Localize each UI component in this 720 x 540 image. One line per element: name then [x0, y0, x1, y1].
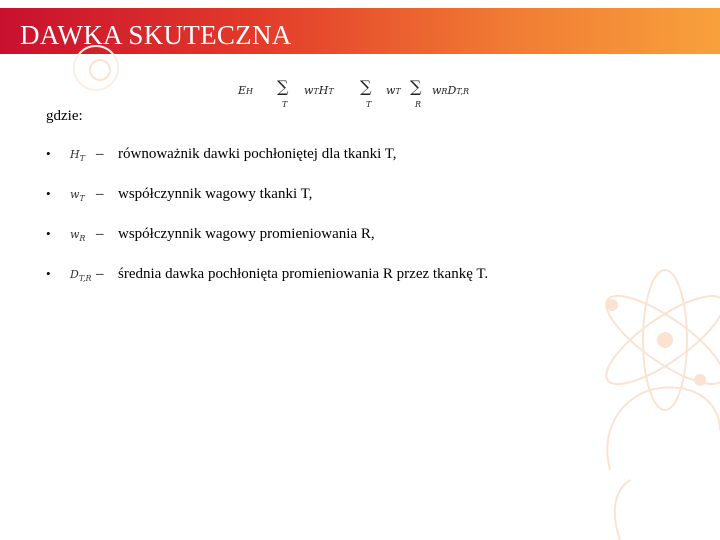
title-bar	[0, 8, 720, 54]
dash: –	[96, 226, 104, 242]
item-description: współczynnik wagowy promieniowania R,	[118, 226, 375, 242]
intro-text: gdzie:	[46, 108, 83, 124]
formula-term-3: wRDT,R	[432, 84, 470, 97]
dash: –	[96, 266, 104, 282]
sum-symbol-1: ∑	[277, 77, 289, 96]
variable-symbol: $D_{T,R}$	[70, 268, 92, 284]
item-description: równoważnik dawki pochłoniętej dla tkanki T,	[118, 146, 397, 162]
bullet: •	[46, 186, 51, 201]
dash: –	[96, 186, 104, 202]
effective-dose-formula	[230, 76, 500, 116]
variable-symbol: $w_R$	[70, 228, 86, 244]
item-description: średnia dawka pochłonięta promieniowania R przez tkankę T.	[118, 266, 489, 282]
sum-index-2: T	[366, 100, 372, 109]
slide-title: DAWKA SKUTECZNA	[20, 20, 292, 50]
formula-term-1: wTHT	[304, 84, 334, 97]
sum-index-3: R	[415, 100, 422, 109]
bullet: •	[46, 226, 51, 241]
formula-lhs: EH	[238, 84, 254, 97]
sum-symbol-2: ∑	[360, 77, 372, 96]
bullet: •	[46, 146, 51, 161]
variable-symbol: $w_T$	[70, 188, 85, 204]
item-description: współczynnik wagowy tkanki T,	[118, 186, 313, 202]
formula-term-2: wT	[386, 84, 401, 97]
variable-symbol: $H_T$	[70, 148, 85, 164]
sum-symbol-3: ∑	[410, 77, 422, 96]
sum-index-1: T	[282, 100, 288, 109]
dash: –	[96, 146, 104, 162]
bullet: •	[46, 266, 51, 281]
